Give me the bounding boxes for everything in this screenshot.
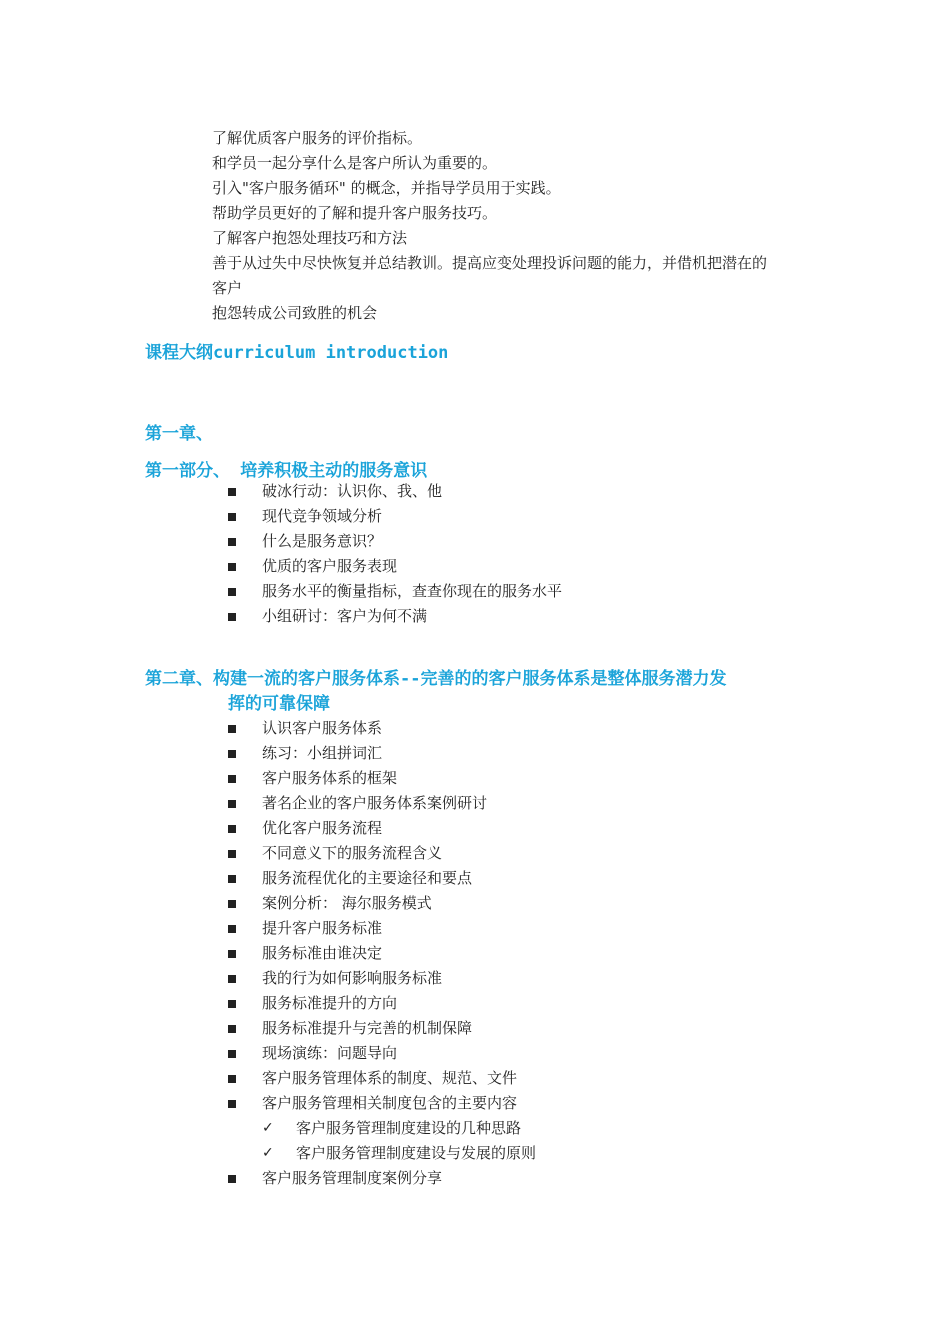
chapter1-list [228,479,828,629]
intro-line: 抱怨转成公司致胜的机会 [212,304,378,322]
chapter2-title-line1: 第二章、构建一流的客户服务体系--完善的的客户服务体系是整体服务潜力发 [145,669,727,689]
square-bullet-icon [228,1025,236,1033]
chapter2-title-line2: 挥的可靠保障 [228,694,330,714]
square-bullet-icon [228,588,236,596]
list-item: 客户服务管理相关制度包含的主要内容 [228,1091,828,1116]
square-bullet-icon [228,563,236,571]
sub-list-item: ✓ 客户服务管理制度建设的几种思路 [228,1116,828,1141]
square-bullet-icon [228,775,236,783]
square-bullet-icon [228,800,236,808]
square-bullet-icon [228,1050,236,1058]
square-bullet-icon [228,750,236,758]
list-item: 服务标准提升与完善的机制保障 [228,1016,828,1041]
list-item: 著名企业的客户服务体系案例研讨 [228,791,828,816]
chapter1-title: 第一章、 [145,424,213,444]
list-item: 现代竞争领域分析 [228,504,828,529]
square-bullet-icon [228,950,236,958]
list-item: 破冰行动：认识你、我、他 [228,479,828,504]
square-bullet-icon [228,850,236,858]
list-item: 小组研讨：客户为何不满 [228,604,828,629]
square-bullet-icon [228,875,236,883]
list-item: 优化客户服务流程 [228,816,828,841]
intro-line: 善于从过失中尽快恢复并总结教训。提高应变处理投诉问题的能力，并借机把潜在的 [212,254,768,272]
intro-line: 了解优质客户服务的评价指标。 [212,129,423,147]
square-bullet-icon [228,900,236,908]
list-item: 优质的客户服务表现 [228,554,828,579]
list-item: 现场演练：问题导向 [228,1041,828,1066]
list-item: 我的行为如何影响服务标准 [228,966,828,991]
chapter1-part-title: 第一部分、 培养积极主动的服务意识 [145,461,428,481]
list-item: 不同意义下的服务流程含义 [228,841,828,866]
intro-line: 了解客户抱怨处理技巧和方法 [212,229,408,247]
checkmark-icon: ✓ [262,1120,274,1136]
sub-list-item: ✓ 客户服务管理制度建设与发展的原则 [228,1141,828,1166]
list-item: 什么是服务意识？ [228,529,828,554]
chapter2-title [145,667,825,717]
list-item: 客户服务管理制度案例分享 [228,1166,828,1191]
curriculum-title: 课程大纲curriculum introduction [145,343,449,363]
list-item: 客户服务管理体系的制度、规范、文件 [228,1066,828,1091]
square-bullet-icon [228,925,236,933]
intro-line: 和学员一起分享什么是客户所认为重要的。 [212,154,498,172]
list-item: 服务水平的衡量指标，查查你现在的服务水平 [228,579,828,604]
intro-line: 帮助学员更好的了解和提升客户服务技巧。 [212,204,498,222]
list-item: 认识客户服务体系 [228,716,828,741]
list-item: 案例分析： 海尔服务模式 [228,891,828,916]
intro-line: 客户 [212,279,243,297]
list-item: 提升客户服务标准 [228,916,828,941]
intro-objectives [212,126,812,326]
square-bullet-icon [228,1100,236,1108]
square-bullet-icon [228,825,236,833]
square-bullet-icon [228,538,236,546]
checkmark-icon: ✓ [262,1145,274,1161]
list-item: 客户服务体系的框架 [228,766,828,791]
intro-line: 引入"客户服务循环" 的概念，并指导学员用于实践。 [212,179,561,197]
list-item: 服务流程优化的主要途径和要点 [228,866,828,891]
square-bullet-icon [228,725,236,733]
square-bullet-icon [228,975,236,983]
square-bullet-icon [228,1000,236,1008]
list-item: 练习：小组拼词汇 [228,741,828,766]
list-item: 服务标准由谁决定 [228,941,828,966]
list-item: 服务标准提升的方向 [228,991,828,1016]
square-bullet-icon [228,488,236,496]
square-bullet-icon [228,1175,236,1183]
chapter2-list [228,716,828,1191]
square-bullet-icon [228,1075,236,1083]
square-bullet-icon [228,613,236,621]
square-bullet-icon [228,513,236,521]
